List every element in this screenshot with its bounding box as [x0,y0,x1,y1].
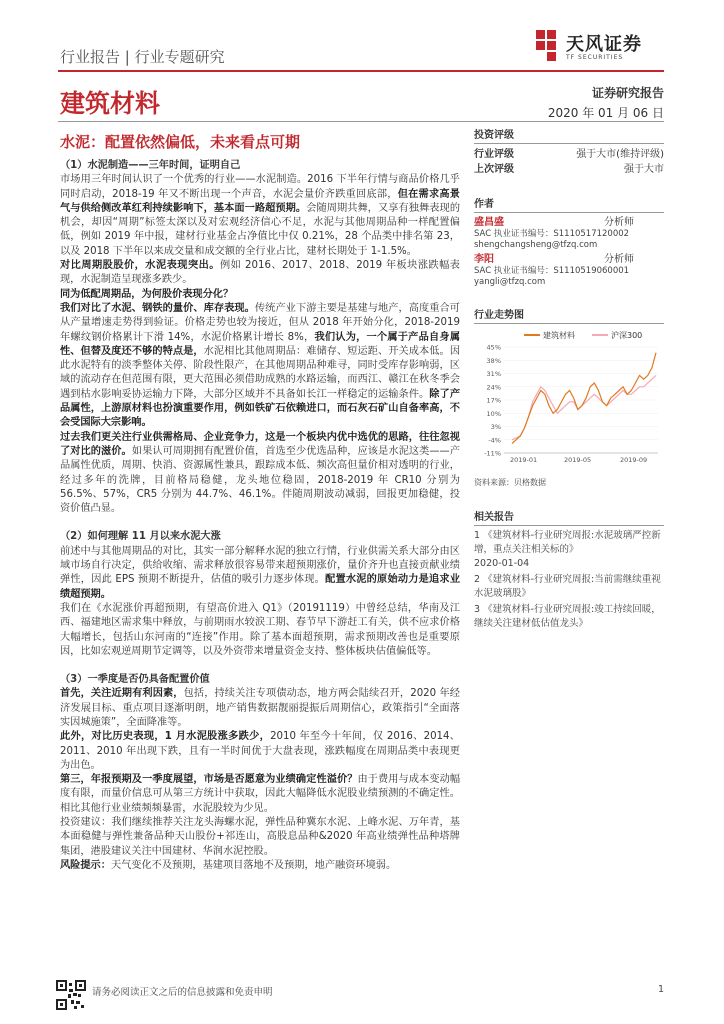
paragraph: 市场用三年时间认识了一个优秀的行业——水泥制造。2016 下半年行情与商品价格几乎同时启动，2018-19 年又不断出现一个声音，水泥会量价齐跌重回底部，但在需求高景气与供给侧改革红利持续影响下，基本面一路超预期。会随周期共舞，又享有独舞表现的机会，却因“周期”标签太深以及对宏观经济信心不足，水泥与其他周期品种一样配置偏低，例如 2019 年中报，建材行业基金占净值比中仅 0.21%，28 个品类中排名第 23，以及 2018 下半年以来成交量和成交额的全行业占比，建材长期处于 1-1.5%。 [60,174,461,257]
paragraph: 风险提示：天气变化不及预期，基建项目落地不及预期，地产融资环境弱。 [60,859,397,871]
series-line [512,353,656,444]
y-tick-label: 31% [486,370,501,378]
related-report[interactable] [474,603,664,631]
y-tick-label: 38% [486,356,501,365]
author-heading: 作者 [474,195,664,213]
report-type: 证券研究报告 [591,86,664,100]
author-email[interactable]: yangli@tfzq.com [474,277,546,287]
y-tick-label: -4% [488,436,501,445]
rating-label: 行业评级 [474,149,514,160]
logo-text: 天风证券 [566,34,642,55]
trend-chart [474,327,664,477]
author-name: 盛昌盛 [474,217,504,228]
industry-title: 建筑材料 [60,89,161,118]
report-category: 行业报告 | 行业专题研究 [60,48,225,66]
y-tick-label: 3% [490,423,501,431]
x-tick-label: 2019-01 [510,456,538,464]
author-license: SAC 执业证书编号：S1110519060001 [474,266,630,276]
paragraph: 前述中与其他周期品的对比，其实一部分解释水泥的独立行情，行业供需关系大部分由区域市场自行决定，供给收缩、需求释放很容易带来超预期涨价，量价齐升也直接贡献业绩弹性，因此 EPS 预期不断提升，估值的吸引力逐步体现。配置水泥的原始动力是追求业绩超预期。 [60,545,461,600]
related-report[interactable] [474,529,664,571]
section-heading: （3）一季度是否仍具备配置价值 [60,674,210,686]
prev-rating-row [474,162,664,177]
trend-chart-heading: 行业走势图 [474,306,664,324]
paragraph: 第三，年报预期及一季度展望，市场是否愿意为业绩确定性溢价？由于费用与成本变动幅度有限，而量价信息可从第三方统计中获取，因此大幅降低水泥股业绩预测的不确定性。相比其他行业业绩频频暴雷，水泥股较为少见。 [60,774,461,814]
prev-rating-label: 上次评级 [474,164,514,175]
logo-mark-icon [536,30,556,61]
paragraph: 投资建议：我们继续推荐关注龙头海螺水泥，弹性品种冀东水泥、上峰水泥、万年青，基本面稳健与弹性兼备品种天山股份+祁连山，高股息品种&2020 年高业绩弹性品种塔牌集团，港股建议关注中国建材、华润水泥控股。 [60,817,460,857]
chart-source: 资料来源：贝格数据 [474,478,546,487]
paragraph: 同为低配周期品，为何股价表现分化？ [60,288,234,300]
sidebar [474,126,664,633]
report-date: 2020 年 01 月 06 日 [547,106,664,120]
author-name: 李阳 [474,254,494,265]
paragraph: 过去我们更关注行业供需格局、企业竞争力，这是一个板块内优中选优的思路，往往忽视了对比的滋价。如果认可周期拥有配置价值，首选至少优选品种，应该是水泥这类——产品属性优质，周期、快消、资源属性兼具，跟踪成本低、频次高但量价相对透明的行业，经过多年的洗牌，目前格局稳健，龙头地位稳固，2018-2019 年 CR10 分别为 56.5%、57%，CR5 分别为 44.7%、46.1%。伴随周期波动减弱，回报更加稳健，投资价值凸显。 [60,431,461,515]
paragraph: 此外，对比历史表现，1 月水泥股涨多跌少，2010 年至今十年间，仅 2016、2014、2011、2010 年出现下跌，且有一半时间优于大盘表现，涨跌幅度在周期品类中表现更为出色。 [60,731,460,771]
report-title: 水泥：配置依然偏低，未来看点可期 [60,133,301,151]
author-license: SAC 执业证书编号：S1110517120002 [474,229,630,239]
author-role: 分析师 [604,254,634,265]
logo-subtext: TF SECURITIES [566,54,624,61]
author-email[interactable]: shengchangsheng@tfzq.com [474,240,598,250]
rating-heading: 投资评级 [474,126,664,144]
rating-row [474,147,664,162]
related-heading: 相关报告 [474,508,664,526]
legend-label: 建筑材料 [543,331,575,340]
author-role: 分析师 [604,217,634,228]
related-report-date: 2020-01-04 [474,558,530,569]
section-heading: （1）水泥制造——三年时间，证明自己 [60,160,241,171]
header-rule [58,70,664,72]
author-block [474,254,664,288]
author-block [474,217,664,251]
paragraph: 首先，关注近期有利因素，包括，持续关注专项债动态，地方两会陆续召开，2020 年经济发展目标、重点项目逐渐明朗，地产销售数据靓丽提振后周期信心，政策指引“全面落实因城施策”，全面降准等。 [60,688,460,728]
paragraph: 我们在《水泥涨价再超预期，有望高价进入 Q1》（20191119）中曾经总结，华南及江西、福建地区需求集中释放，与前期雨水较涙工期、春节早下游赶工有关，供不应求价格大幅增长，包括山东河南的“连接”作用。除了基本面超预期，需求预期改善也是重要原因，比如宏观逆周期节定调等，以及外资带来增量资金支持、整体板块估值偏低等。 [60,602,460,657]
y-tick-label: -11% [484,449,501,458]
footer-disclaimer: 请务必阅读正文之后的信息披露和免责申明 [92,987,273,998]
section-heading: （2）如何理解 11 月以来水泥大涨 [60,531,221,543]
related-report-title[interactable]: 1 《建筑材料-行业研究周报:水泥玻璃严控新增，重点关注相关标的》 [474,530,661,555]
paragraph: 对比周期股股价，水泥表现突出。例如 2016、2017、2018、2019 年板块涨跌幅表现，水泥制造呈现涨多跌少。 [60,260,460,286]
paragraph: 我们对比了水泥、钢铁的量价、库存表现。传统产业下游主要是基建与地产，高度重合可从产量增速走势得到验证。价格走势也较为接近，但从 2018 年开始分化，2018-2019 年螺纹钢价格累计下滑 14%，水泥价格累计增长 8%，我们认为，一个属于产品自身属性、但替及度还不够的特点是，水泥相比其他周期品：难储存、短运距、开关成本低。因此水泥特有的淡季整体关停、阶段性限产，在其他周期品种难寻，同时受库存影响弱，区域的流动存在但范围有限，更大范围必须借助成熟的水路运输，而西江、赣江在秋冬季会遇到枯水影响妥协运输力下降，大部分区域并不具备如长江一样稳定的运输条件。除了产品属性，上游原材料也扮演重要作用，例如铁矿石依赖进口，而石灰石矿山自备率高，不会受国际大宗影响。 [60,302,461,429]
page-number: 1 [657,984,664,995]
y-tick-label: 45% [486,343,501,352]
related-list [474,529,664,631]
trend-chart-svg [474,327,664,467]
related-report[interactable] [474,573,664,601]
title-rule [58,121,664,122]
legend-label: 沪深300 [611,331,643,340]
rating-value: 强于大市(维持评级) [576,149,664,160]
x-tick-label: 2019-09 [620,456,648,464]
qr-code-icon [56,980,86,1010]
y-tick-label: 10% [486,409,501,418]
x-tick-label: 2019-05 [564,456,592,464]
prev-rating-value: 强于大市 [624,164,664,175]
y-tick-label: 17% [486,396,501,405]
related-report-title[interactable]: 2 《建筑材料-行业研究周报:当前需继续重视水泥玻璃股》 [474,574,661,599]
related-report-title[interactable]: 3 《建筑材料-行业研究周报:竣工持续回暖，继续关注建材低估值龙头》 [474,604,661,629]
main-body [60,159,460,873]
y-tick-label: 24% [486,383,501,392]
